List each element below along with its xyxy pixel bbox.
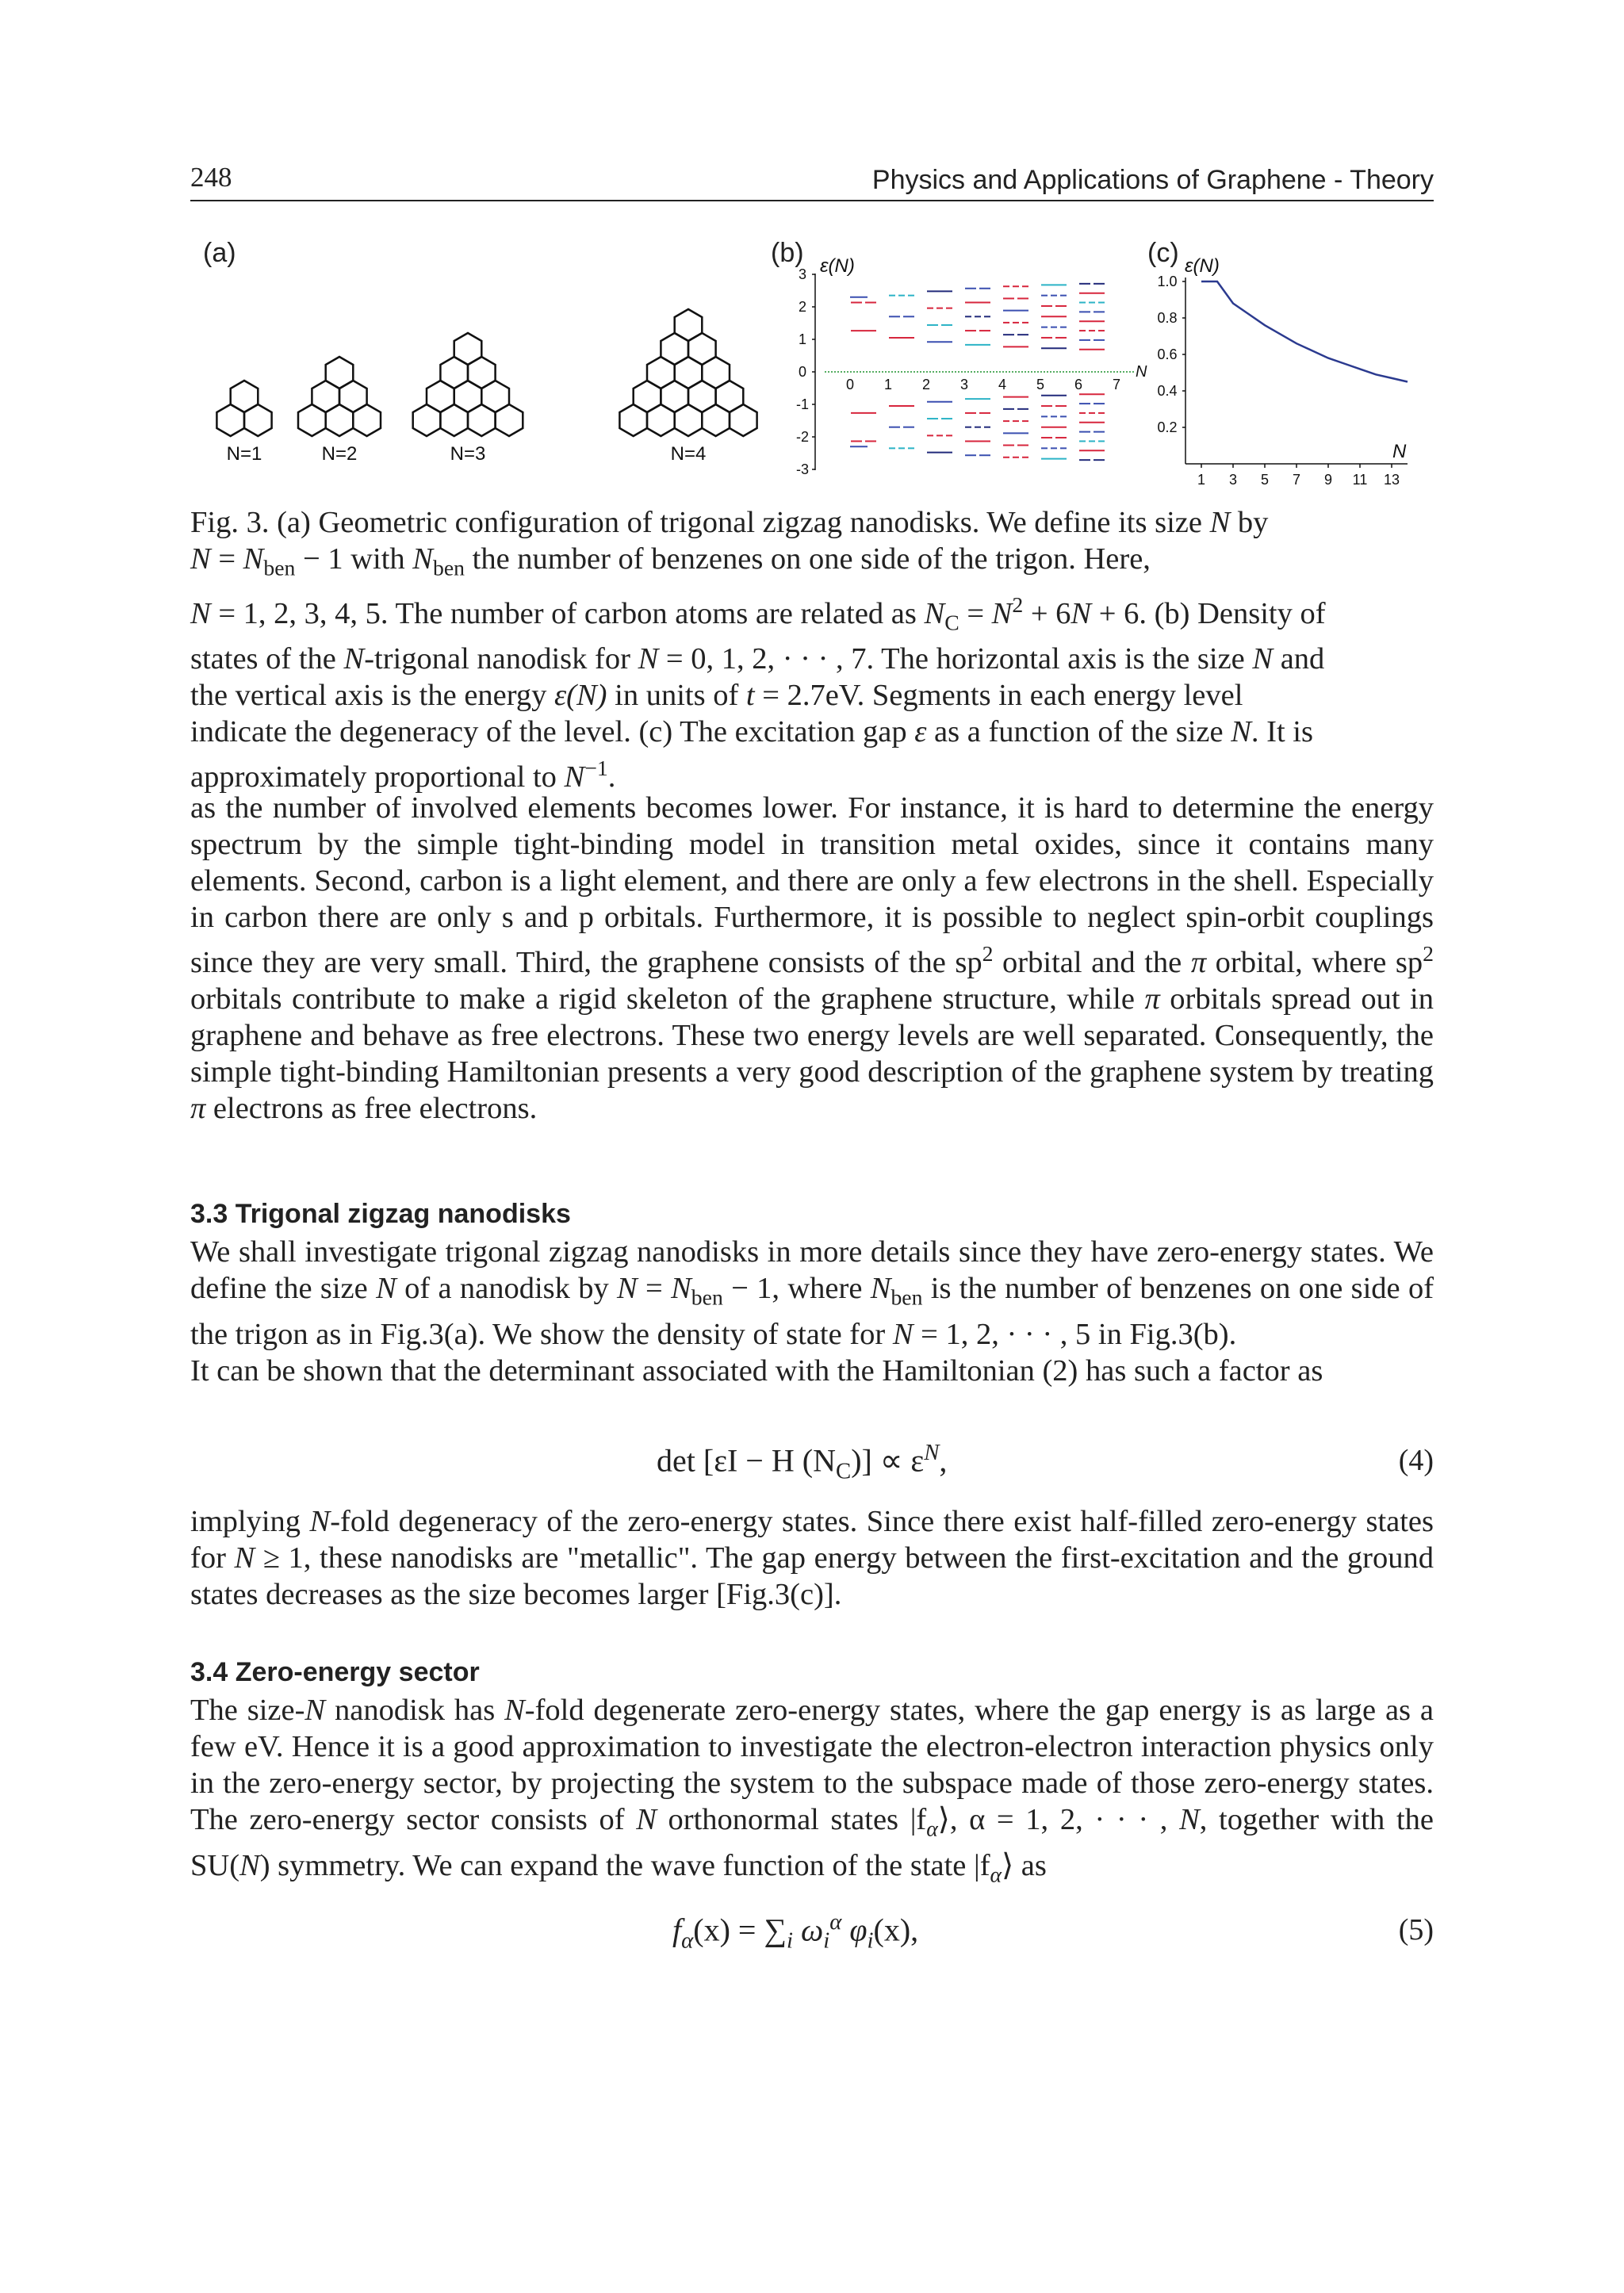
hexagon	[675, 404, 703, 436]
x-tick-label: 7	[1292, 472, 1301, 488]
x-tick-label: 1	[883, 377, 893, 392]
hexagon	[702, 404, 730, 436]
hexagon	[440, 404, 468, 436]
panel-c-label: (c)	[1147, 238, 1179, 268]
y-tick-label: 3	[798, 266, 807, 282]
hexagon	[353, 404, 381, 436]
y-tick-label: -3	[795, 461, 810, 477]
caption-line-3: N = 1, 2, 3, 4, 5. The number of carbon atoms are related as $N_C = N^2 + 6N + 6$. (b) Density of	[190, 591, 1326, 635]
hexagon	[216, 404, 244, 436]
y-tick-label: -2	[795, 429, 810, 445]
hexagon	[730, 404, 757, 436]
panel-b-label: (b)	[771, 238, 804, 268]
equation-4-number: (4)	[1398, 1444, 1434, 1477]
y-tick-label: 0.6	[1157, 346, 1178, 362]
nanodisk-label-3: N=3	[450, 443, 486, 465]
y-tick-label: -1	[795, 396, 810, 412]
y-tick-label: 1	[798, 331, 807, 347]
panel-c-xlabel: N	[1392, 441, 1407, 462]
panel-b-chart	[793, 250, 1146, 480]
section-3-4-heading: 3.4 Zero-energy sector	[190, 1657, 480, 1687]
equation-4: det [εI − H $(N_C)] \propto \varepsilon^N$,	[657, 1440, 948, 1484]
panel-a-label: (a)	[203, 238, 236, 268]
nanodisk-label-4: N=4	[670, 443, 707, 465]
hexagon	[413, 404, 441, 436]
caption-line-2: $N = N_{ben} - 1$ with $N_{ben}$ the number of benzenes on one side of the trigon. Here,	[190, 542, 1151, 580]
equation-5-number: (5)	[1398, 1913, 1434, 1947]
section-3-4-paragraph: The size-N nanodisk has N-fold degenerate zero-energy states, where the gap energy is as large as a few eV. Hence it is a good approximation to investigate the electron-electron interaction physics only in the zero-energy sector, by projecting the system to the subspace made of those zero-energy states. The zero-energy sector consists of N orthonormal states $|f_\alpha⟩$, α = 1, 2, · · · , N, together with the SU(N) symmetry. We can expand the wave function of the state $|f_\alpha⟩$ as	[190, 1694, 1434, 1887]
running-title: Physics and Applications of Graphene - Theory	[871, 165, 1434, 195]
section-3-3-heading: 3.3 Trigonal zigzag nanodisks	[190, 1199, 571, 1229]
caption-line-1: Fig. 3. (a) Geometric configuration of trigonal zigzag nanodisks. We define its size N by	[190, 506, 1269, 539]
nanodisk-label-1: N=1	[226, 443, 262, 465]
x-tick-label: 11	[1352, 472, 1368, 488]
equation-5: $f_\alpha(x) = \sum_i$ $\omega_i^\alpha$ $\varphi_i(x)$,	[672, 1909, 919, 1954]
y-tick-label: 0.4	[1157, 383, 1178, 399]
x-tick-label: 3	[959, 377, 969, 392]
figure-caption	[190, 504, 1434, 795]
x-tick-label: 5	[1036, 377, 1045, 392]
x-tick-label: 5	[1260, 472, 1270, 488]
header-rule	[190, 200, 1434, 201]
page-number: 248	[190, 162, 232, 193]
caption-line-4: states of the N-trigonal nanodisk for N = 0, 1, 2, · · · , 7. The horizontal axis is the size N and	[190, 642, 1325, 676]
hexagon	[298, 404, 326, 436]
gap-curve	[1201, 281, 1408, 382]
y-tick-label: 0.2	[1157, 419, 1178, 435]
y-tick-label: 2	[798, 299, 807, 315]
x-tick-label: 2	[921, 377, 931, 392]
panel-c-ylabel: ε(N)	[1185, 255, 1220, 277]
y-tick-label: 0	[798, 364, 807, 380]
hexagon	[326, 404, 354, 436]
hexagon	[496, 404, 523, 436]
section-3-3-paragraph-2: implying N-fold degeneracy of the zero-energy states. Since there exist half-filled zero-energy states for N ≥ 1, these nanodisks are "metallic". The gap energy between the first-excitation and the ground states decreases as the size becomes larger [Fig.3(c)].	[190, 1505, 1434, 1611]
panel-c-chart	[1150, 250, 1419, 492]
hexagon	[244, 404, 272, 436]
nanodisk-label-2: N=2	[321, 443, 358, 465]
caption-line-7: approximately proportional to $N^{-1}$.	[190, 756, 616, 794]
y-tick-label: 0.8	[1157, 310, 1178, 326]
panel-b-xlabel: N	[1136, 363, 1147, 381]
x-tick-label: 13	[1383, 472, 1400, 488]
x-tick-label: 0	[845, 377, 855, 392]
body-paragraph-1: as the number of involved elements becomes lower. For instance, it is hard to determine the energy spectrum by the simple tight-binding model in transition metal oxides, since it contains many elements. Second, carbon is a light element, and there are only a few electrons in the shell. Especially in carbon there are only s and p orbitals. Furthermore, it is possible to neglect spin-orbit couplings since they are very small. Third, the graphene consists of the $sp^2$ orbital and the π orbital, where $sp^2$ orbitals contribute to make a rigid skeleton of the graphene structure, while π orbitals spread out in graphene and behave as free electrons. These two energy levels are well separated. Consequently, the simple tight-binding Hamiltonian presents a very good description of the graphene system by treating π electrons as free electrons.	[190, 791, 1434, 1125]
y-tick-label: 1.0	[1157, 274, 1178, 289]
hexagon	[647, 404, 675, 436]
hexagon	[619, 404, 647, 436]
x-tick-label: 4	[998, 377, 1007, 392]
panel-a-nanodisks	[190, 278, 777, 476]
x-tick-label: 9	[1323, 472, 1333, 488]
panel-b-ylabel: ε(N)	[820, 255, 855, 277]
x-tick-label: 3	[1228, 472, 1238, 488]
section-3-3-paragraph: We shall investigate trigonal zigzag nanodisks in more details since they have zero-energy states. We define the size N of a nanodisk by $N = N_{ben} - 1$, where $N_{ben}$ is the number of benzenes on one side of the trigon as in Fig.3(a). We show the density of state for N = 1, 2, · · · , 5 in Fig.3(b). It can be shown that the determinant associated with the Hamiltonian (2) has such a factor as	[190, 1235, 1434, 1388]
x-tick-label: 7	[1112, 377, 1121, 392]
hexagon	[468, 404, 496, 436]
caption-line-6: indicate the degeneracy of the level. (c) The excitation gap ε as a function of the size N. It is	[190, 715, 1313, 749]
x-tick-label: 1	[1197, 472, 1206, 488]
x-tick-label: 6	[1074, 377, 1083, 392]
caption-line-5: the vertical axis is the energy ε(N) in units of t = 2.7eV. Segments in each energy level	[190, 679, 1243, 713]
